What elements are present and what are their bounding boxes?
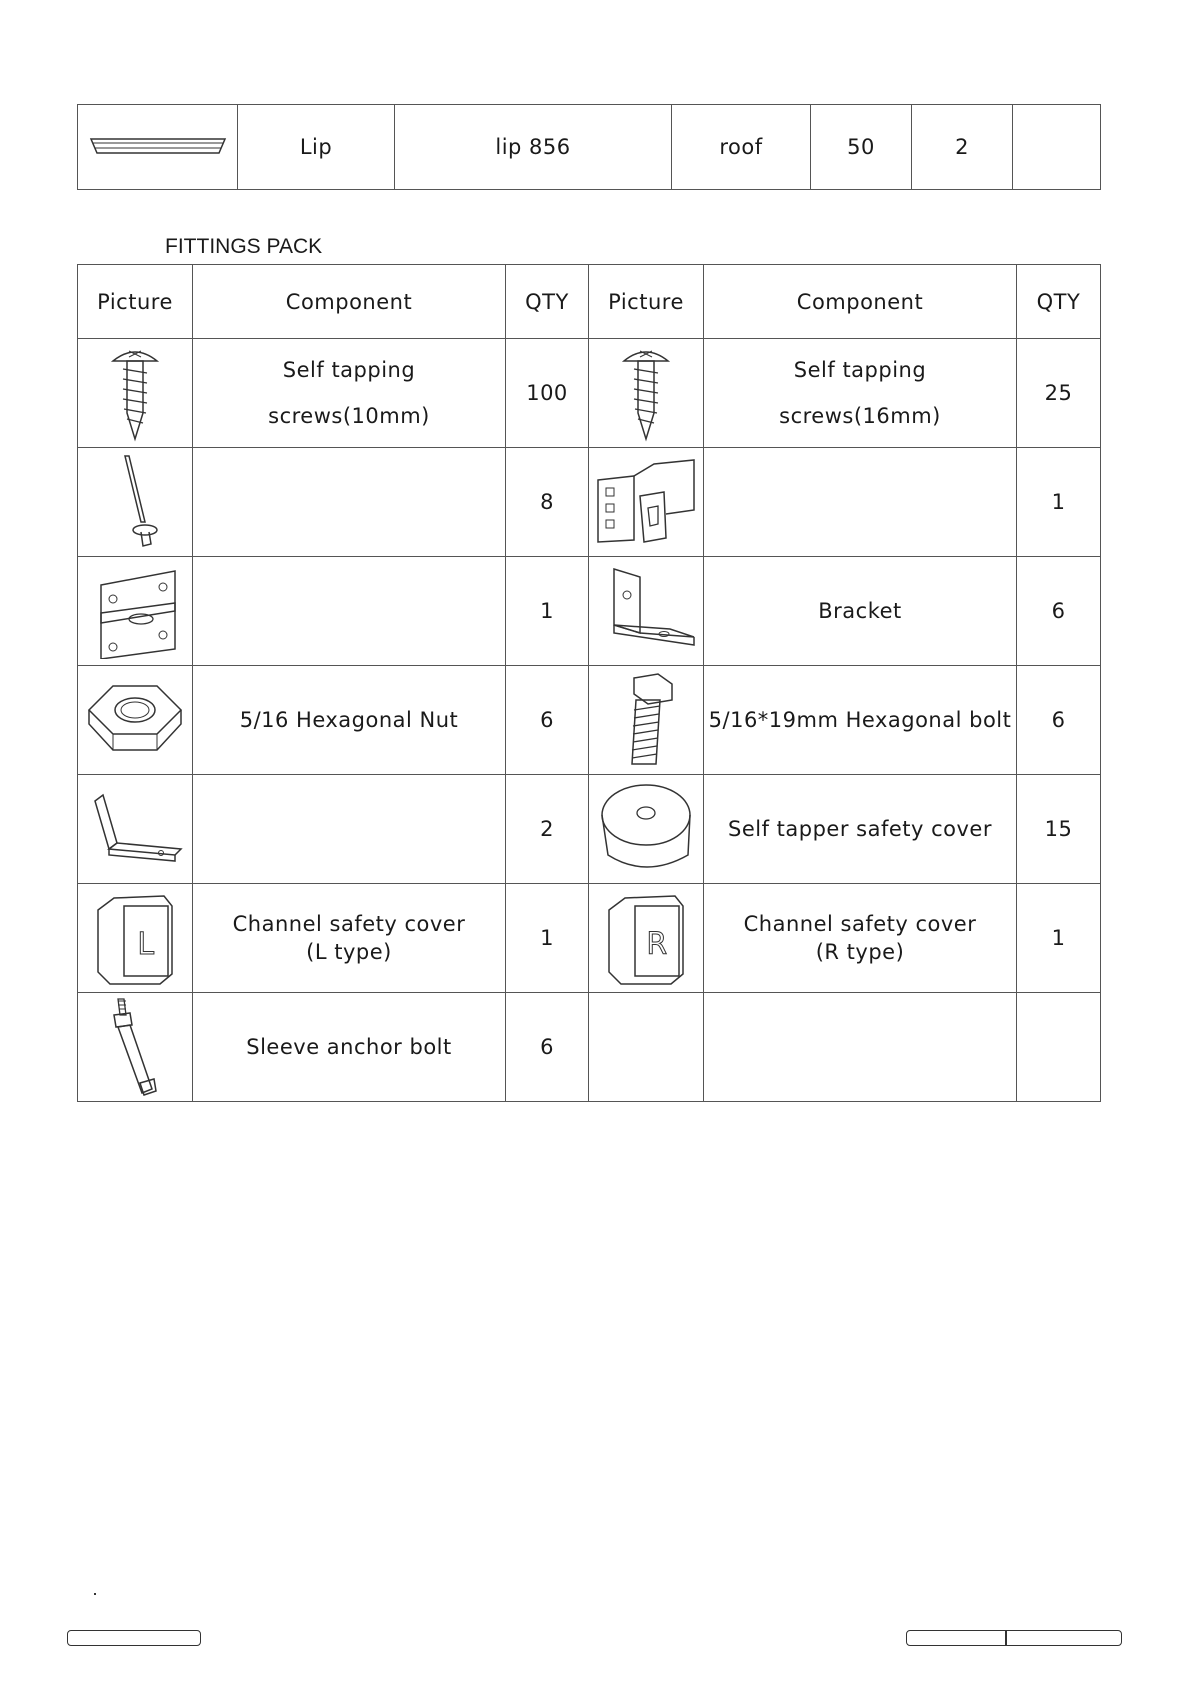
picture-cell [78,993,193,1102]
angle-bracket-icon [594,563,698,659]
qty-cell: 6 [1017,557,1101,666]
hinge-plate-icon [85,563,185,659]
picture-cell [78,666,193,775]
component-line1: Sleeve anchor bolt [246,1035,452,1059]
component-line1: Channel safety cover [743,912,977,936]
picture-cell [589,557,704,666]
qty-cell: 1 [1017,884,1101,993]
lip-extra [1013,105,1101,190]
qty-cell: 1 [506,557,589,666]
component-cell [704,993,1017,1102]
fittings-table [77,264,1101,1102]
table-row [78,993,1101,1102]
component-line1: Channel safety cover [232,912,466,936]
l-bracket-icon [83,781,187,877]
lip-picture-cell [78,105,238,190]
component-cell [193,775,506,884]
component-cell [704,557,1017,666]
footer-right-box [906,1630,1122,1646]
lip-value: 50 [811,105,912,190]
picture-cell [589,339,704,448]
header-component-right: Component [704,265,1017,339]
component-cell [193,666,506,775]
qty-cell: 15 [1017,775,1101,884]
component-line2: screws(16mm) [779,404,941,428]
picture-cell [589,884,704,993]
qty-cell: 8 [506,448,589,557]
header-qty-right: QTY [1017,265,1101,339]
table-row [78,775,1101,884]
qty-cell [1017,993,1101,1102]
qty-cell: 1 [1017,448,1101,557]
footer-right-divider [1005,1631,1007,1645]
picture-cell [78,448,193,557]
component-cell [704,775,1017,884]
component-line1: Self tapper safety cover [728,817,992,841]
lip-qty: 2 [912,105,1013,190]
fittings-pack-title: FITTINGS PACK [165,235,323,258]
hex-nut-icon [83,680,187,760]
hex-bolt-icon [606,670,686,770]
channel-cover-r-icon [601,888,691,988]
table-row [78,666,1101,775]
picture-cell [589,666,704,775]
lip-table [77,104,1101,190]
channel-cover-l-icon [90,888,180,988]
component-line1: Self tapping [793,358,927,382]
picture-cell [589,448,704,557]
rivet-icon [105,452,165,552]
header-picture-left: Picture [78,265,193,339]
lip-code: lip 856 [395,105,672,190]
channel-cover-letter: L [137,927,155,962]
qty-cell: 2 [506,775,589,884]
qty-cell: 6 [506,666,589,775]
component-cell [193,993,506,1102]
sleeve-anchor-bolt-icon [100,995,170,1099]
header-qty-left: QTY [506,265,589,339]
component-line1: 5/16*19mm Hexagonal bolt [708,708,1012,732]
component-line2: (R type) [815,940,905,964]
component-cell [193,339,506,448]
qty-cell: 25 [1017,339,1101,448]
qty-cell: 1 [506,884,589,993]
self-tapping-screw-icon [616,343,676,443]
lip-location: roof [672,105,811,190]
header-component-left: Component [193,265,506,339]
component-cell [193,557,506,666]
component-cell [193,884,506,993]
component-line2: (L type) [306,940,392,964]
table-row [78,557,1101,666]
table-row [78,884,1101,993]
stray-dot [94,1593,96,1595]
component-line1: Bracket [818,599,902,623]
table-row [78,448,1101,557]
picture-cell [78,339,193,448]
qty-cell: 100 [506,339,589,448]
picture-cell [589,993,704,1102]
picture-cell [78,557,193,666]
component-cell [704,448,1017,557]
component-cell [193,448,506,557]
lip-row [78,105,1101,190]
lip-name: Lip [238,105,395,190]
channel-cover-letter: R [646,927,668,962]
footer-left-box [67,1630,201,1646]
self-tapping-screw-icon [105,343,165,443]
qty-cell: 6 [506,993,589,1102]
component-cell [704,884,1017,993]
header-picture-right: Picture [589,265,704,339]
table-row [78,339,1101,448]
component-line1: 5/16 Hexagonal Nut [239,708,459,732]
picture-cell [78,775,193,884]
component-cell [704,339,1017,448]
component-line2: screws(10mm) [268,404,430,428]
picture-cell [78,884,193,993]
component-line1: Self tapping [282,358,416,382]
picture-cell [589,775,704,884]
qty-cell: 6 [1017,666,1101,775]
lip-profile-icon [83,127,233,167]
component-cell [704,666,1017,775]
safety-cover-cap-icon [594,779,698,879]
fittings-header-row [78,265,1101,339]
hinge-latch-icon [594,454,698,550]
